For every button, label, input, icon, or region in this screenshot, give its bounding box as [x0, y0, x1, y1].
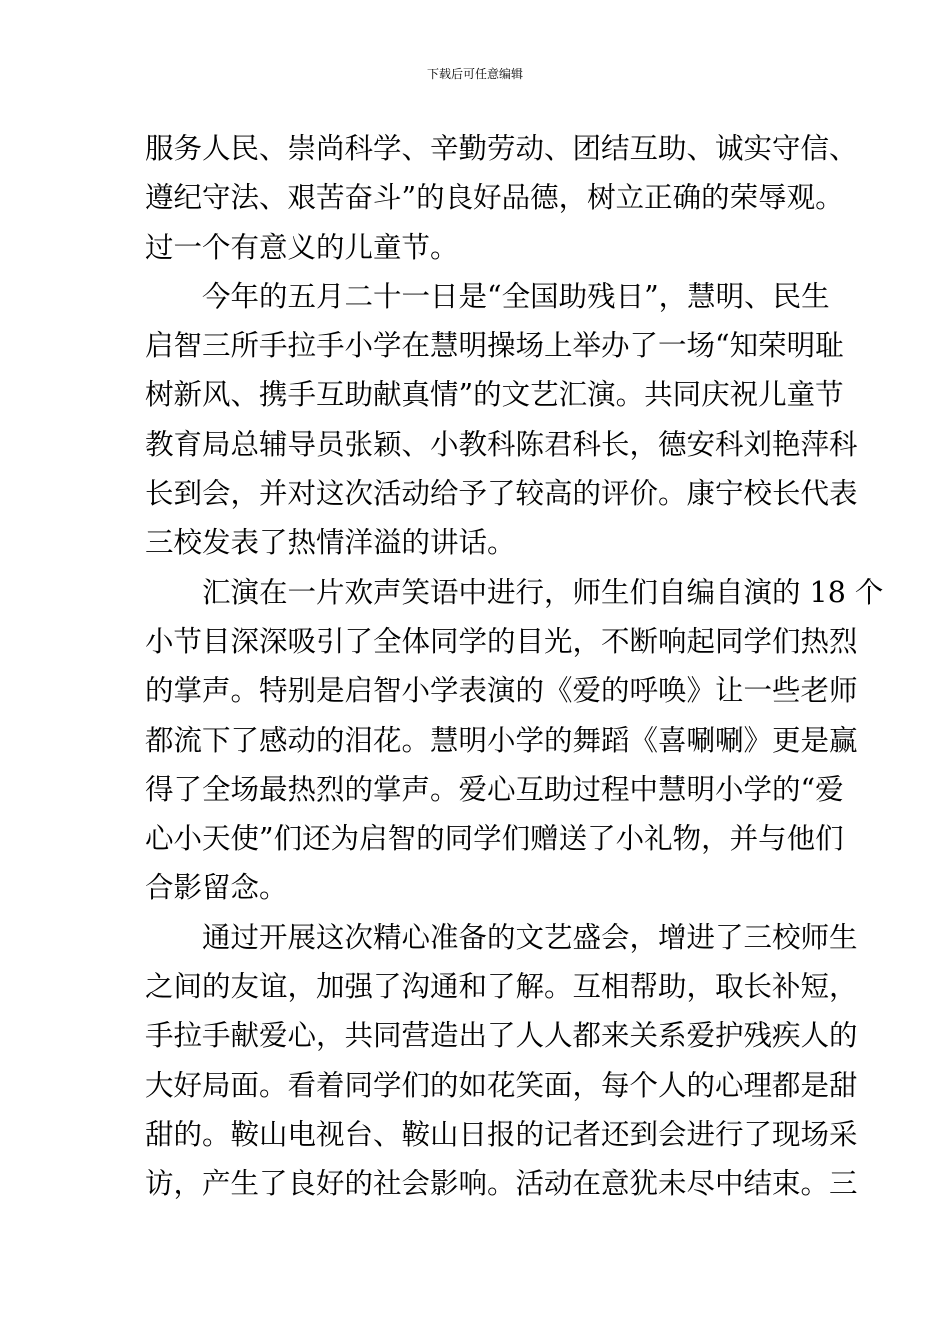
text-line: 遵纪守法、艰苦奋斗”的良好品德，树立正确的荣辱观。	[145, 181, 844, 215]
text-line: 合影留念。	[145, 871, 288, 905]
paragraph-first-line: 汇演在一片欢声笑语中进行，师生们自编自演的 18 个	[202, 575, 884, 609]
text-line: 的掌声。特别是启智小学表演的《爱的呼唤》让一些老师	[145, 674, 858, 708]
page-header: 下载后可任意编辑	[426, 67, 523, 81]
text-line: 长到会，并对这次活动给予了较高的评价。康宁校长代表	[145, 477, 858, 511]
text-line: 启智三所手拉手小学在慧明操场上举办了一场“知荣明耻	[145, 329, 844, 363]
paragraph-first-line: 今年的五月二十一日是“全国助残日”，慧明、民生	[202, 279, 830, 313]
paragraph-first-line: 通过开展这次精心准备的文艺盛会，增进了三校师生	[202, 920, 858, 954]
document-body	[145, 124, 884, 1209]
text-line: 访，产生了良好的社会影响。活动在意犹未尽中结束。三	[145, 1167, 858, 1201]
text-line: 大好局面。看着同学们的如花笑面，每个人的心理都是甜	[145, 1068, 858, 1102]
text-line: 服务人民、崇尚科学、辛勤劳动、团结互助、诚实守信、	[145, 132, 858, 165]
text-line: 小节目深深吸引了全体同学的目光，不断响起同学们热烈	[145, 624, 858, 658]
text-line: 三校发表了热情洋溢的讲话。	[145, 526, 516, 560]
text-line: 得了全场最热烈的掌声。爱心互助过程中慧明小学的“爱	[145, 772, 844, 806]
text-line: 树新风、携手互助献真情”的文艺汇演。共同庆祝儿童节	[145, 378, 844, 412]
text-line: 之间的友谊，加强了沟通和了解。互相帮助，取长补短，	[145, 970, 858, 1004]
text-line: 教育局总辅导员张颖、小教科陈君科长，德安科刘艳萍科	[145, 427, 858, 461]
text-line: 都流下了感动的泪花。慧明小学的舞蹈《喜唰唰》更是赢	[145, 723, 858, 757]
text-line: 心小天使”们还为启智的同学们赠送了小礼物，并与他们	[145, 822, 844, 856]
text-line: 过一个有意义的儿童节。	[145, 230, 459, 264]
text-line: 甜的。鞍山电视台、鞍山日报的记者还到会进行了现场采	[145, 1117, 858, 1151]
text-line: 手拉手献爱心，共同营造出了人人都来关系爱护残疾人的	[145, 1019, 858, 1053]
